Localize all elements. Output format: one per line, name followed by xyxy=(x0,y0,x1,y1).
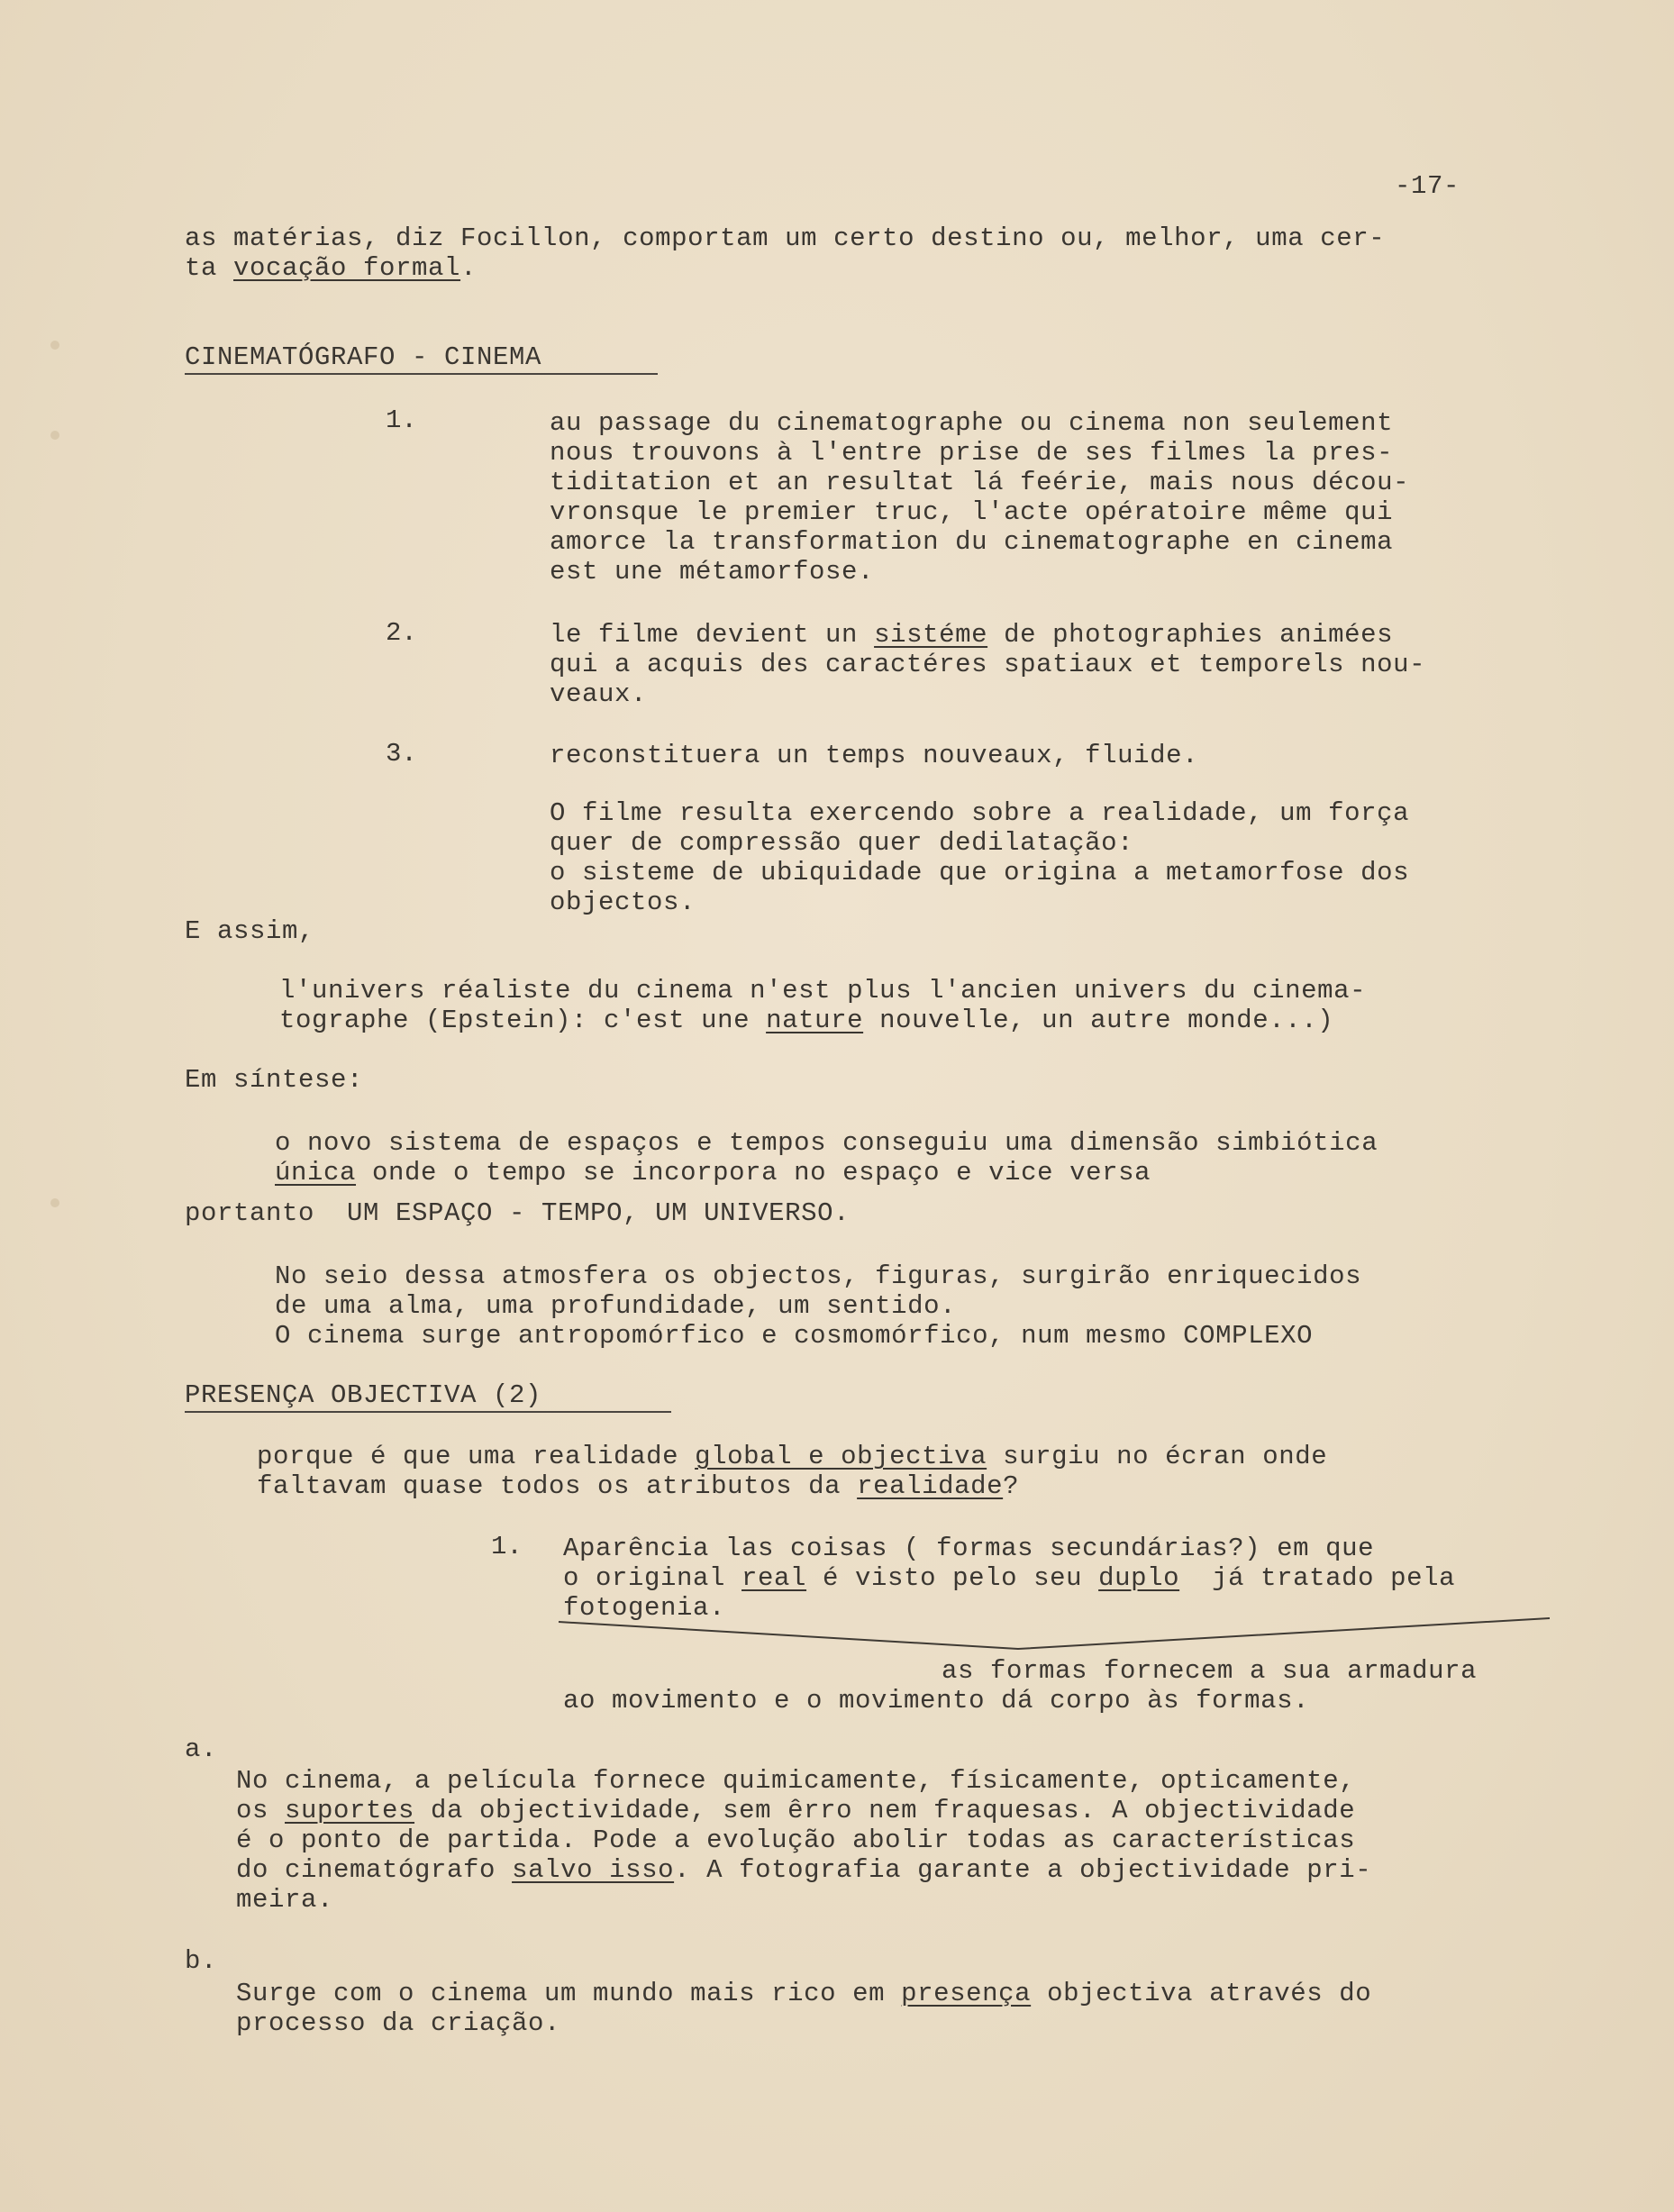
seio-text: de uma alma, uma profundidade, um sentido. xyxy=(275,1291,957,1321)
paragraph-a-text: os suportes da objectividade, sem êrro nem fraquesas. A objectividade xyxy=(236,1796,1356,1825)
paragraph-a-text: do cinematógrafo salvo isso. A fotografia garante a objectividade pri- xyxy=(236,1855,1372,1885)
e-assim-label: E assim, xyxy=(185,916,315,946)
item-number: 1. xyxy=(386,405,417,435)
item-text: reconstituera un temps nouveaux, fluide. xyxy=(550,741,1199,770)
intro-line: ta vocação formal. xyxy=(185,253,478,283)
bracket-line xyxy=(550,1613,1559,1658)
heading-underline xyxy=(185,1411,671,1413)
aparencia-text: Aparência las coisas ( formas secundárias?) em que xyxy=(563,1534,1375,1563)
item-text: vronsque le premier truc, l'acte opératoire même qui xyxy=(550,497,1394,527)
item-number: 2. xyxy=(386,618,417,648)
binder-hole xyxy=(50,341,59,350)
aparencia-text: as formas fornecem a sua armadura xyxy=(942,1656,1478,1686)
em-sintese-label: Em síntese: xyxy=(185,1065,364,1095)
paragraph-label-b: b. xyxy=(185,1946,218,1976)
seio-text: No seio dessa atmosfera os objectos, figuras, surgirão enriquecidos xyxy=(275,1261,1362,1291)
binder-hole xyxy=(50,1198,59,1207)
page-number: -17- xyxy=(1395,171,1460,201)
heading-underline xyxy=(185,373,658,375)
univers-text: l'univers réaliste du cinema n'est plus l'ancien univers du cinema- xyxy=(279,976,1367,1006)
item-number: 1. xyxy=(491,1532,523,1561)
item-text: tiditation et an resultat lá feérie, mais nous décou- xyxy=(550,468,1410,497)
filme-text: O filme resulta exercendo sobre a realidade, um força xyxy=(550,798,1410,828)
item-text: amorce la transformation du cinematographe en cinema xyxy=(550,527,1394,557)
intro-line: as matérias, diz Focillon, comportam um certo destino ou, melhor, uma cer- xyxy=(185,223,1386,253)
porque-text: porque é que uma realidade global e objectiva surgiu no écran onde xyxy=(257,1442,1328,1471)
section-heading-cinema: CINEMATÓGRAFO - CINEMA xyxy=(185,342,542,372)
paragraph-b-text: Surge com o cinema um mundo mais rico em presença objectiva através do xyxy=(236,1979,1372,2008)
filme-text: quer de compressão quer dedilatação: xyxy=(550,828,1134,858)
binder-hole xyxy=(50,431,59,440)
paragraph-a-text: é o ponto de partida. Pode a evolução abolir todas as características xyxy=(236,1825,1356,1855)
item-number: 3. xyxy=(386,739,417,769)
item-text: est une métamorfose. xyxy=(550,557,875,587)
paragraph-label-a: a. xyxy=(185,1734,218,1764)
seio-text: O cinema surge antropomórfico e cosmomórfico, num mesmo COMPLEXO xyxy=(275,1321,1314,1351)
aparencia-text: fotogenia. xyxy=(563,1593,726,1623)
item-text: qui a acquis des caractéres spatiaux et temporels nou- xyxy=(550,650,1426,679)
porque-text: faltavam quase todos os atributos da realidade? xyxy=(257,1471,1020,1501)
aparencia-text: ao movimento e o movimento dá corpo às formas. xyxy=(563,1686,1310,1716)
paragraph-a-text: No cinema, a película fornece quimicamente, físicamente, opticamente, xyxy=(236,1766,1356,1796)
item-text: le filme devient un sistéme de photographies animées xyxy=(550,620,1394,650)
filme-text: o sisteme de ubiquidade que origina a metamorfose dos xyxy=(550,858,1410,888)
section-heading-presenca: PRESENÇA OBJECTIVA (2) xyxy=(185,1380,542,1410)
portanto-text: portanto UM ESPAÇO - TEMPO, UM UNIVERSO. xyxy=(185,1198,851,1228)
filme-text: objectos. xyxy=(550,888,696,917)
paragraph-b-text: processo da criação. xyxy=(236,2008,561,2038)
item-text: au passage du cinematographe ou cinema non seulement xyxy=(550,408,1394,438)
paragraph-a-text: meira. xyxy=(236,1885,334,1915)
sintese-text: o novo sistema de espaços e tempos conseguiu uma dimensão simbiótica xyxy=(275,1128,1378,1158)
item-text: nous trouvons à l'entre prise de ses filmes la pres- xyxy=(550,438,1394,468)
item-text: veaux. xyxy=(550,679,648,709)
aparencia-text: o original real é visto pelo seu duplo já tratado pela xyxy=(563,1563,1456,1593)
sintese-text: única onde o tempo se incorpora no espaço e vice versa xyxy=(275,1158,1151,1188)
univers-text: tographe (Epstein): c'est une nature nouvelle, un autre monde...) xyxy=(279,1006,1334,1035)
